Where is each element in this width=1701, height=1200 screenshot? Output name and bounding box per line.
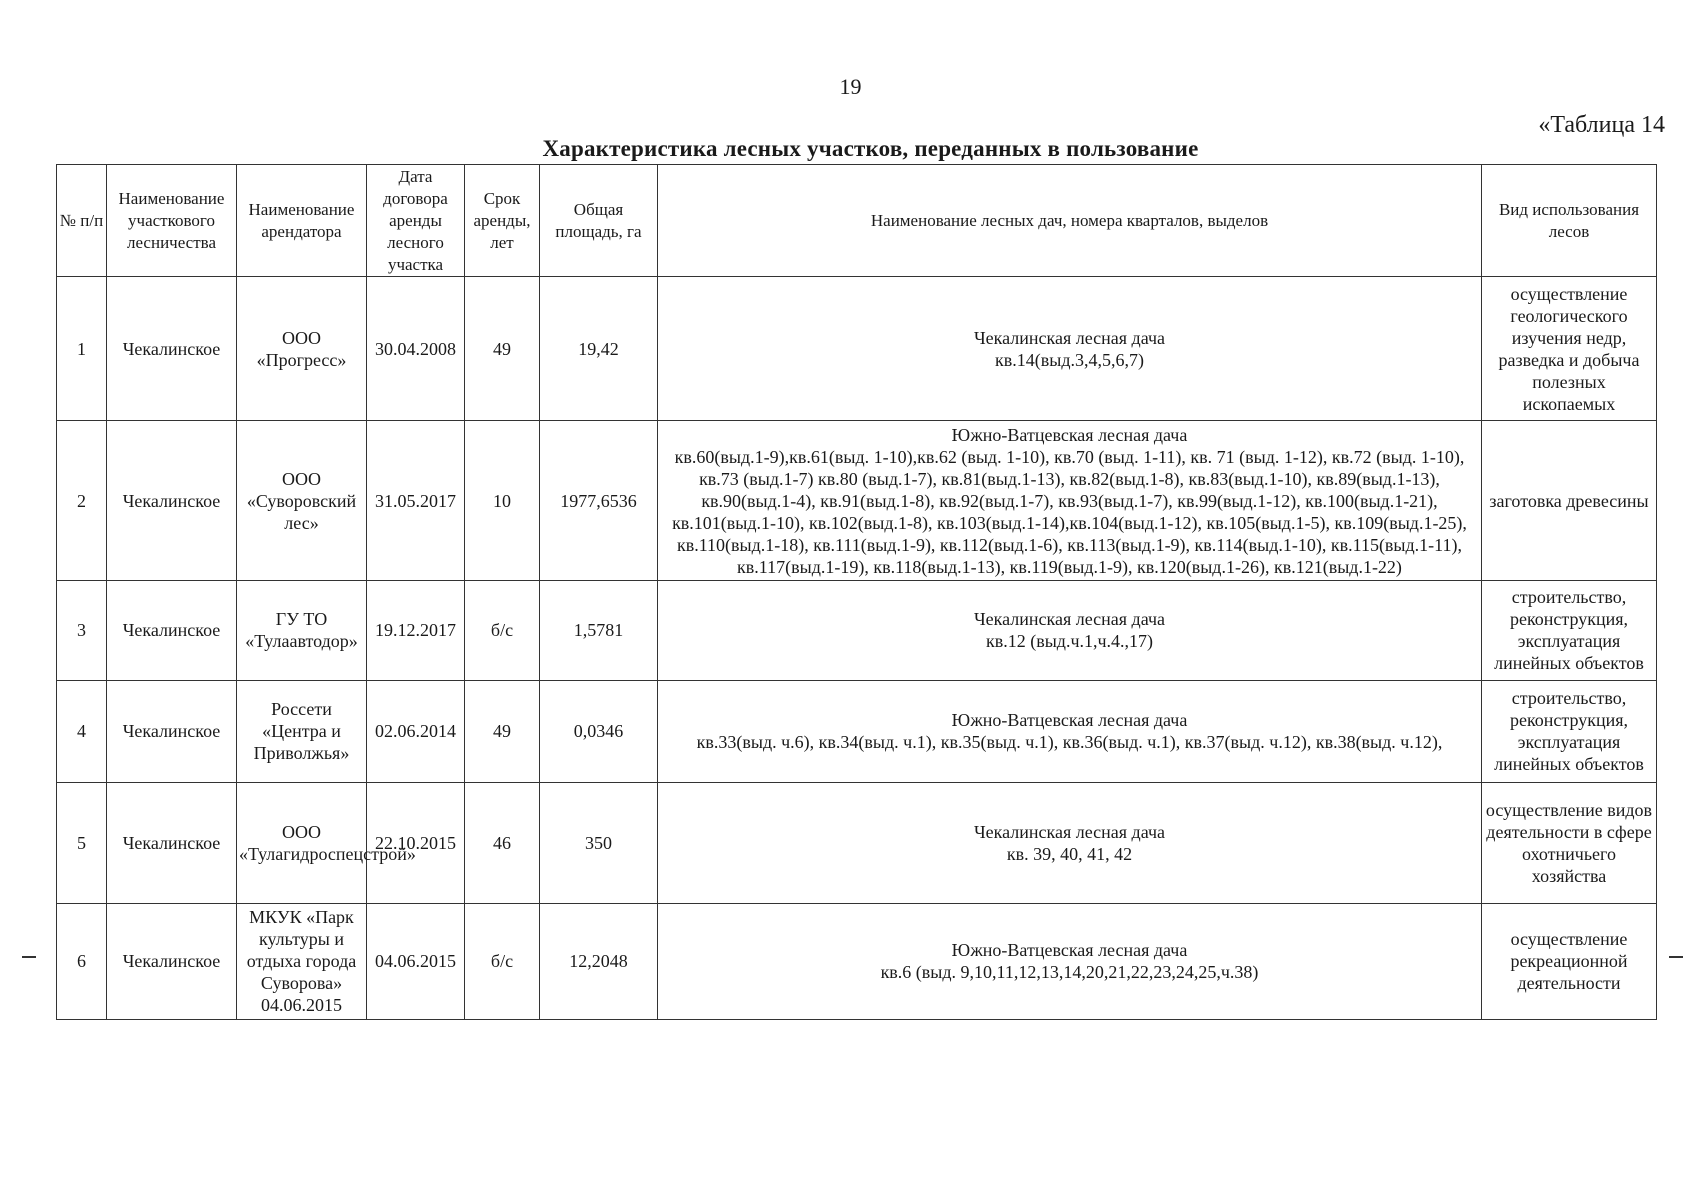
cell-num: 1 [57, 277, 107, 421]
cell-area: 350 [540, 782, 658, 903]
cell-num: 5 [57, 782, 107, 903]
cell-area: 1977,6536 [540, 421, 658, 581]
right-margin-mark [1669, 956, 1683, 958]
cell-tenant: ООО «Прогресс» [237, 277, 367, 421]
dacha-name: Чекалинская лесная дача [973, 327, 1166, 348]
dacha-quarters: кв.14(выд.3,4,5,6,7) [995, 349, 1144, 370]
cell-area: 0,0346 [540, 680, 658, 782]
dacha-name: Южно-Ватцевская лесная дача [951, 710, 1188, 731]
cell-forestry: Чекалинское [107, 680, 237, 782]
header-forestry: Наименование участкового лесничества [107, 165, 237, 277]
table-row [57, 421, 1657, 581]
cell-term: 46 [465, 782, 540, 903]
table-caption: «Таблица 14 [1538, 112, 1665, 138]
dacha-quarters: кв.33(выд. ч.6), кв.34(выд. ч.1), кв.35(выд. ч.1), кв.36(выд. ч.1), кв.37(выд. ч.12), кв.38(выд. ч.12), [696, 732, 1443, 753]
left-margin-mark [22, 956, 36, 958]
cell-area: 19,42 [540, 277, 658, 421]
cell-date: 02.06.2014 [367, 680, 465, 782]
cell-forestry: Чекалинское [107, 580, 237, 680]
cell-num: 4 [57, 680, 107, 782]
cell-date: 30.04.2008 [367, 277, 465, 421]
cell-area: 12,2048 [540, 903, 658, 1019]
cell-term: 49 [465, 277, 540, 421]
dacha-name: Чекалинская лесная дача [973, 821, 1166, 842]
header-num: № п/п [57, 165, 107, 277]
table-row [57, 277, 1657, 421]
cell-term: 10 [465, 421, 540, 581]
table-title: Характеристика лесных участков, переданных в пользование [542, 136, 1199, 161]
cell-date: 19.12.2017 [367, 580, 465, 680]
cell-tenant: МКУК «Парк культуры и отдыха города Суворова» 04.06.2015 [237, 903, 367, 1019]
header-area: Общая площадь, га [540, 165, 658, 277]
header-date: Дата договора аренды лесного участка [367, 165, 465, 277]
cell-location [658, 580, 1482, 680]
cell-forestry: Чекалинское [107, 903, 237, 1019]
header-row [57, 165, 1657, 277]
cell-location [658, 277, 1482, 421]
dacha-name: Южно-Ватцевская лесная дача [951, 424, 1188, 445]
cell-location [658, 903, 1482, 1019]
table-row [57, 782, 1657, 903]
dacha-quarters: кв.60(выд.1-9),кв.61(выд. 1-10),кв.62 (выд. 1-10), кв.70 (выд. 1-11), кв. 71 (выд. 1-12), кв.72 (выд. 1-10), кв.73 (выд.1-7) кв.80 (выд.1-7), кв.81(выд.1-13), кв.82(выд.1-8), кв.83(выд.1-10), кв.89(выд.1-13), кв.90(выд.1-4), кв.91(выд.1-8), кв.92(выд.1-7), кв.93(выд.1-7), кв.99(выд.1-12), кв.100(выд.1-21), кв.101(выд.1-10), кв.102(выд.1-8), кв.103(выд.1-14),кв.104(выд.1-12), кв.105(выд.1-5), кв.109(выд.1-25), кв.110(выд.1-18), кв.111(выд.1-9), кв.112(выд.1-6), кв.113(выд.1-9), кв.114(выд.1-10), кв.115(выд.1-11), кв.117(выд.1-19), кв.118(выд.1-13), кв.119(выд.1-9), кв.120(выд.1-26), кв.121(выд.1-22) [672, 446, 1467, 577]
header-usage: Вид использования лесов [1482, 165, 1657, 277]
table-row [57, 680, 1657, 782]
header-tenant: Наименование арендатора [237, 165, 367, 277]
header-location: Наименование лесных дач, номера кварталов, выделов [658, 165, 1482, 277]
page-number: 19 [839, 74, 862, 99]
cell-location [658, 782, 1482, 903]
cell-term: б/с [465, 580, 540, 680]
header-term: Срок аренды, лет [465, 165, 540, 277]
cell-forestry: Чекалинское [107, 782, 237, 903]
dacha-quarters: кв. 39, 40, 41, 42 [1006, 843, 1133, 864]
cell-location [658, 421, 1482, 581]
cell-usage: осуществление видов деятельности в сфере охотничьего хозяйства [1482, 782, 1657, 903]
cell-location [658, 680, 1482, 782]
cell-usage: строительство, реконструкция, эксплуатация линейных объектов [1482, 680, 1657, 782]
cell-usage: осуществление рекреационной деятельности [1482, 903, 1657, 1019]
cell-date: 04.06.2015 [367, 903, 465, 1019]
cell-term: б/с [465, 903, 540, 1019]
cell-usage: осуществление геологического изучения недр, разведка и добыча полезных ископаемых [1482, 277, 1657, 421]
cell-tenant: ГУ ТО «Тулаавтодор» [237, 580, 367, 680]
cell-usage: заготовка древесины [1482, 421, 1657, 581]
cell-num: 3 [57, 580, 107, 680]
dacha-name: Чекалинская лесная дача [973, 609, 1166, 630]
cell-num: 2 [57, 421, 107, 581]
dacha-quarters: кв.6 (выд. 9,10,11,12,13,14,20,21,22,23,24,25,ч.38) [880, 962, 1259, 983]
cell-term: 49 [465, 680, 540, 782]
cell-area: 1,5781 [540, 580, 658, 680]
forest-plots-table [56, 164, 1657, 1020]
cell-date: 22.10.2015 [367, 782, 465, 903]
cell-tenant: ООО «Суворовский лес» [237, 421, 367, 581]
dacha-quarters: кв.12 (выд.ч.1,ч.4.,17) [985, 631, 1154, 652]
dacha-name: Южно-Ватцевская лесная дача [951, 940, 1188, 961]
table-row [57, 580, 1657, 680]
cell-usage: строительство, реконструкция, эксплуатация линейных объектов [1482, 580, 1657, 680]
cell-num: 6 [57, 903, 107, 1019]
cell-tenant: Россети «Центра и Приволжья» [237, 680, 367, 782]
cell-forestry: Чекалинское [107, 277, 237, 421]
cell-date: 31.05.2017 [367, 421, 465, 581]
table-row [57, 903, 1657, 1019]
cell-forestry: Чекалинское [107, 421, 237, 581]
cell-tenant: ООО «Тулагидроспецстрой» [237, 782, 367, 903]
